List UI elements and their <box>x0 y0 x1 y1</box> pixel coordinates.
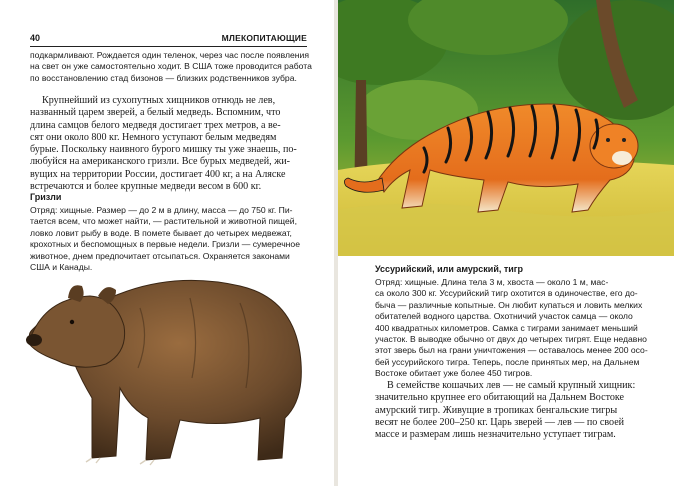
text-line: встречаются и более крупные медведи весом в 600 кг. <box>30 181 262 193</box>
tiger-section <box>375 264 665 380</box>
text-line: крохотных и беспомощных в первые недели. Гризли — сумеречное <box>30 239 300 250</box>
text-line: бурые. Поскольку наивного бурого мишку ты уже знаешь, по- <box>30 144 297 156</box>
text-line: весят не более 200–250 кг. Царь зверей — лев — по своей <box>375 416 625 428</box>
page-number: 40 <box>30 33 41 43</box>
text-line: вущих на территории России, достигает 400 кг, а на Аляске <box>30 168 286 180</box>
text-line: обитателей водного царства. Охотничий участок самца — около <box>375 311 633 322</box>
text-line: 400 квадратных километров. Самка с тиграми занимает меньший <box>375 322 638 333</box>
running-head: МЛЕКОПИТАЮЩИЕ <box>221 33 307 43</box>
text-line: США и Канады. <box>30 262 93 273</box>
page-header <box>30 33 307 45</box>
text-line: по восстановлению стад бизонов — близких родственников зубра. <box>30 72 297 83</box>
text-line: сят они около 800 кг. Немного уступают белым медведям <box>30 131 277 143</box>
amur-tiger-illustration <box>338 0 674 256</box>
text-line: значительно крупнее его обитающий на Дальнем Востоке <box>375 392 625 404</box>
text-line: этот зверь был на грани уничтожения — оставалось менее 200 осо- <box>375 345 648 356</box>
text-line: любуйся на американского гризли. Все бурых медведей, жи- <box>30 156 290 168</box>
text-line: бей уссурийского тигра. Теперь, после принятых мер, на Дальнем <box>375 356 640 367</box>
text-line: животное, днем предпочитает отсыпаться. Охраняется законами <box>30 250 290 261</box>
left-page <box>0 0 334 486</box>
text-line: длина самцов белого медведя достигает трех метров, а ве- <box>30 119 281 131</box>
tiger-paragraph <box>375 380 665 441</box>
text-line: подкармливают. Рождается один теленок, через час после появления <box>30 50 309 60</box>
text-line: Отряд: хищные. Размер — до 2 м в длину, масса — до 750 кг. Пи- <box>30 205 293 215</box>
grizzly-bear-illustration <box>20 268 310 468</box>
tiger-heading: Уссурийский, или амурский, тигр <box>375 264 524 274</box>
intro-text <box>30 50 310 84</box>
text-line: участок. В выводке обычно от двух до четырех тигрят. Еще недавно <box>375 334 647 345</box>
text-line: амурский тигр. Живущие в тропиках бенгальские тигры <box>375 404 618 416</box>
text-line: массе и размерам лишь незначительно уступает тиграм. <box>375 429 616 441</box>
text-line: Крупнейший из сухопутных хищников отнюдь не лев, <box>42 95 276 106</box>
text-line: быча — различные копытные. Он любит купаться и ловить мелких <box>375 299 643 310</box>
text-line: тается всем, что может найти, — растительной и животной пищей, <box>30 216 297 227</box>
text-line: са около 300 кг. Уссурийский тигр охотится в одиночестве, его до- <box>375 288 638 299</box>
text-line: В семействе кошачьих лев — не самый крупный хищник: <box>387 380 636 391</box>
grizzly-section <box>30 192 310 273</box>
text-line: названный царем зверей, а белый медведь. Вспомним, что <box>30 107 281 119</box>
text-line: Востоке обитает уже более 450 тигров. <box>375 368 533 379</box>
header-rule <box>30 46 307 47</box>
text-line: Отряд: хищные. Длина тела 3 м, хвоста — около 1 м, мас- <box>375 277 609 287</box>
text-line: ловко ловит рыбу в воде. В помете бывает до четырех медвежат, <box>30 227 292 238</box>
bears-paragraph <box>30 95 310 193</box>
right-page <box>338 0 674 486</box>
text-line: на свет он уже самостоятельно ходит. В США тоже проводится работа <box>30 61 312 72</box>
grizzly-heading: Гризли <box>30 192 62 202</box>
